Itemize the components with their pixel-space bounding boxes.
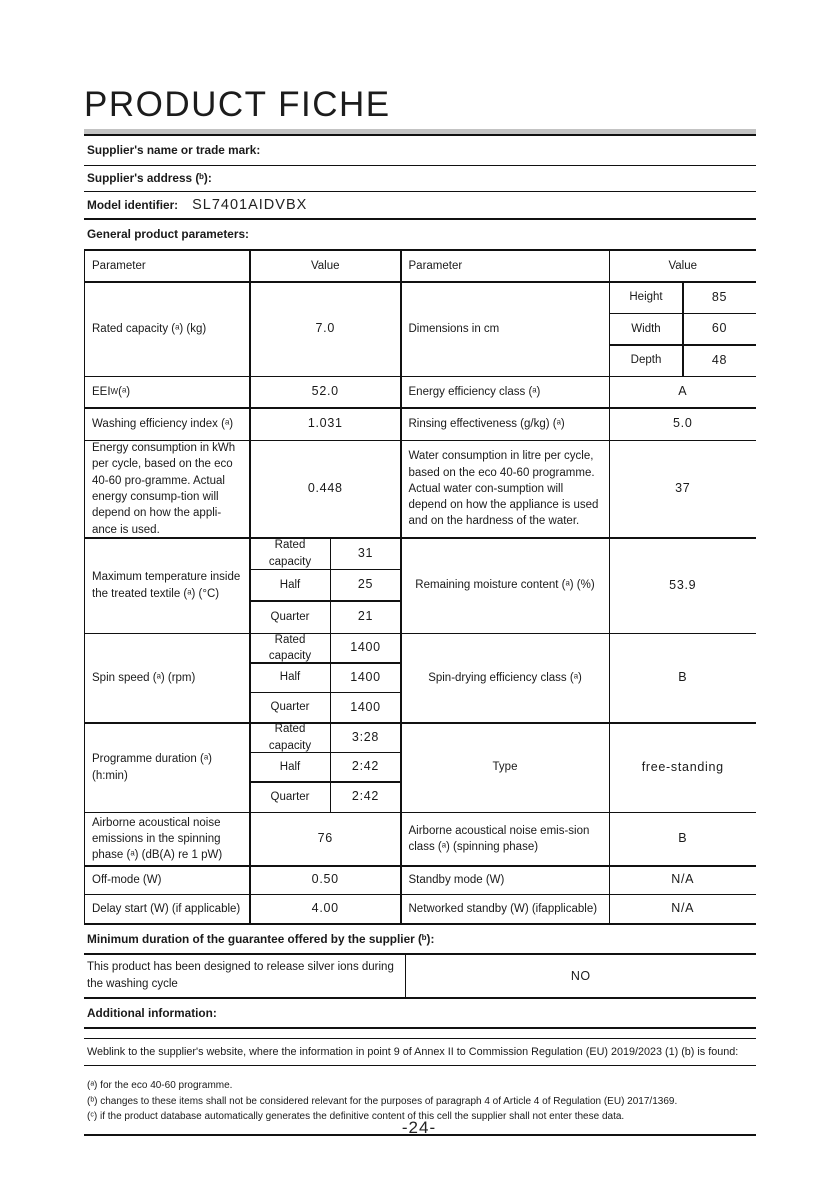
off-mode-label: Off-mode (W) xyxy=(85,867,249,894)
col-header-parameter-left: Parameter xyxy=(85,251,249,281)
spin-half-value: 1400 xyxy=(331,664,400,692)
energy-consumption-label: Energy consumption in kWh per cycle, based on the eco 40-60 pro-gramme. Actual energy consump-tion will depend on how the appli-ance is used. xyxy=(85,441,249,537)
dimensions-label: Dimensions in cm xyxy=(402,283,609,376)
networked-standby-label: Networked standby (W) (ifapplicable) xyxy=(402,895,609,923)
spin-drying-class-label: Spin-drying efficiency class (ᵃ) xyxy=(402,634,609,722)
model-identifier-value: SL7401AIDVBX xyxy=(192,197,308,213)
eei-label-pre: EEI xyxy=(92,385,111,398)
max-temp-quarter-value: 21 xyxy=(331,602,400,633)
max-temp-rated-label: Rated capacity xyxy=(251,539,330,569)
dimension-width-value: 60 xyxy=(684,314,756,344)
duration-rated-value: 3:28 xyxy=(331,724,400,752)
rinsing-value: 5.0 xyxy=(610,409,756,440)
delay-start-value: 4.00 xyxy=(251,895,401,923)
silver-ions-label: This product has been designed to release silver ions during the washing cycle xyxy=(84,955,406,997)
energy-class-label: Energy efficiency class (ᵃ) xyxy=(402,377,609,407)
model-identifier-row xyxy=(84,191,756,218)
spin-rated-value: 1400 xyxy=(331,634,400,662)
water-consumption-value: 37 xyxy=(610,441,756,537)
eei-label xyxy=(85,377,249,407)
networked-standby-value: N/A xyxy=(610,895,756,923)
spin-quarter-value: 1400 xyxy=(331,693,400,722)
page-title: PRODUCT FICHE xyxy=(84,85,391,124)
spin-speed-label: Spin speed (ᵃ) (rpm) xyxy=(85,634,249,722)
model-identifier-label: Model identifier: xyxy=(87,198,179,212)
max-temp-rated-value: 31 xyxy=(331,539,400,569)
dimension-depth-label: Depth xyxy=(610,346,682,376)
col-header-value-left: Value xyxy=(251,251,401,281)
max-temp-half-value: 25 xyxy=(331,570,400,600)
washing-index-label: Washing efficiency index (ᵃ) xyxy=(85,409,249,440)
remaining-moisture-value: 53.9 xyxy=(610,539,756,633)
energy-consumption-value: 0.448 xyxy=(251,441,401,537)
footnote-c: (ᶜ) if the product database automatically generates the definitive content of this cell the supplier shall not enter these data. xyxy=(87,1111,625,1123)
general-parameters-table xyxy=(84,249,756,925)
noise-class-label: Airborne acoustical noise emis-sion class (ᵃ) (spinning phase) xyxy=(402,813,609,865)
standby-mode-value: N/A xyxy=(610,867,756,894)
spin-rated-label: Rated capacity xyxy=(251,634,330,662)
programme-duration-label: Programme duration (ᵃ) (h:min) xyxy=(85,724,249,812)
dimension-width-label: Width xyxy=(610,314,682,344)
duration-rated-label: Rated capacity xyxy=(251,724,330,752)
washing-index-value: 1.031 xyxy=(251,409,401,440)
eei-label-post: (ᵃ) xyxy=(118,385,131,398)
type-label: Type xyxy=(402,724,609,812)
duration-quarter-value: 2:42 xyxy=(331,783,400,812)
spin-half-label: Half xyxy=(251,664,330,692)
weblink-text: Weblink to the supplier's website, where the information in point 9 of Annex II to Commission Regulation (EU) 2019/2023 (1) (b) is found: xyxy=(84,1038,756,1066)
energy-class-value: A xyxy=(610,377,756,407)
eei-value: 52.0 xyxy=(251,377,401,407)
type-value: free-standing xyxy=(610,724,756,812)
duration-quarter-label: Quarter xyxy=(251,783,330,812)
additional-information-heading: Additional information: xyxy=(84,999,756,1029)
standby-mode-label: Standby mode (W) xyxy=(402,867,609,894)
off-mode-value: 0.50 xyxy=(251,867,401,894)
footnote-b: (ᵇ) changes to these items shall not be considered relevant for the purposes of paragraph 4 of Article 4 of Regulation (EU) 2017/1369. xyxy=(87,1095,678,1107)
dimension-height-value: 85 xyxy=(684,283,756,313)
delay-start-label: Delay start (W) (if applicable) xyxy=(85,895,249,923)
spin-quarter-label: Quarter xyxy=(251,693,330,722)
document-content xyxy=(84,0,756,1136)
silver-ions-row xyxy=(84,955,756,999)
duration-half-label: Half xyxy=(251,753,330,781)
rinsing-label: Rinsing effectiveness (g/kg) (ᵃ) xyxy=(402,409,609,440)
max-temp-half-label: Half xyxy=(251,570,330,600)
duration-half-value: 2:42 xyxy=(331,753,400,781)
rated-capacity-value: 7.0 xyxy=(251,283,401,376)
remaining-moisture-label: Remaining moisture content (ᵃ) (%) xyxy=(402,539,609,633)
col-header-value-right: Value xyxy=(610,251,756,281)
noise-value: 76 xyxy=(251,813,401,865)
col-header-parameter-right: Parameter xyxy=(402,251,609,281)
rated-capacity-label: Rated capacity (ᵃ) (kg) xyxy=(85,283,249,376)
supplier-address-row: Supplier's address (ᵇ): xyxy=(84,165,756,191)
max-temperature-label: Maximum temperature inside the treated textile (ᵃ) (°C) xyxy=(85,539,249,633)
dimension-depth-value: 48 xyxy=(684,346,756,376)
dimension-height-label: Height xyxy=(610,283,682,313)
guarantee-heading: Minimum duration of the guarantee offered by the supplier (ᵇ): xyxy=(84,925,756,955)
noise-class-value: B xyxy=(610,813,756,865)
water-consumption-label: Water consumption in litre per cycle, based on the eco 40-60 programme. Actual water con-sumption will depend on how the appliance is used and on the hardness of the water. xyxy=(402,441,609,537)
max-temp-quarter-label: Quarter xyxy=(251,602,330,633)
supplier-name-row: Supplier's name or trade mark: xyxy=(84,134,756,165)
page-number: -24- xyxy=(401,1118,437,1137)
spin-drying-class-value: B xyxy=(610,634,756,722)
noise-label: Airborne acoustical noise emissions in the spinning phase (ᵃ) (dB(A) re 1 pW) xyxy=(85,813,249,865)
eei-label-subscript: W xyxy=(110,387,119,397)
footnote-a: (ᵃ) for the eco 40-60 programme. xyxy=(87,1080,233,1092)
silver-ions-value: NO xyxy=(570,969,591,984)
general-parameters-heading: General product parameters: xyxy=(84,218,756,249)
